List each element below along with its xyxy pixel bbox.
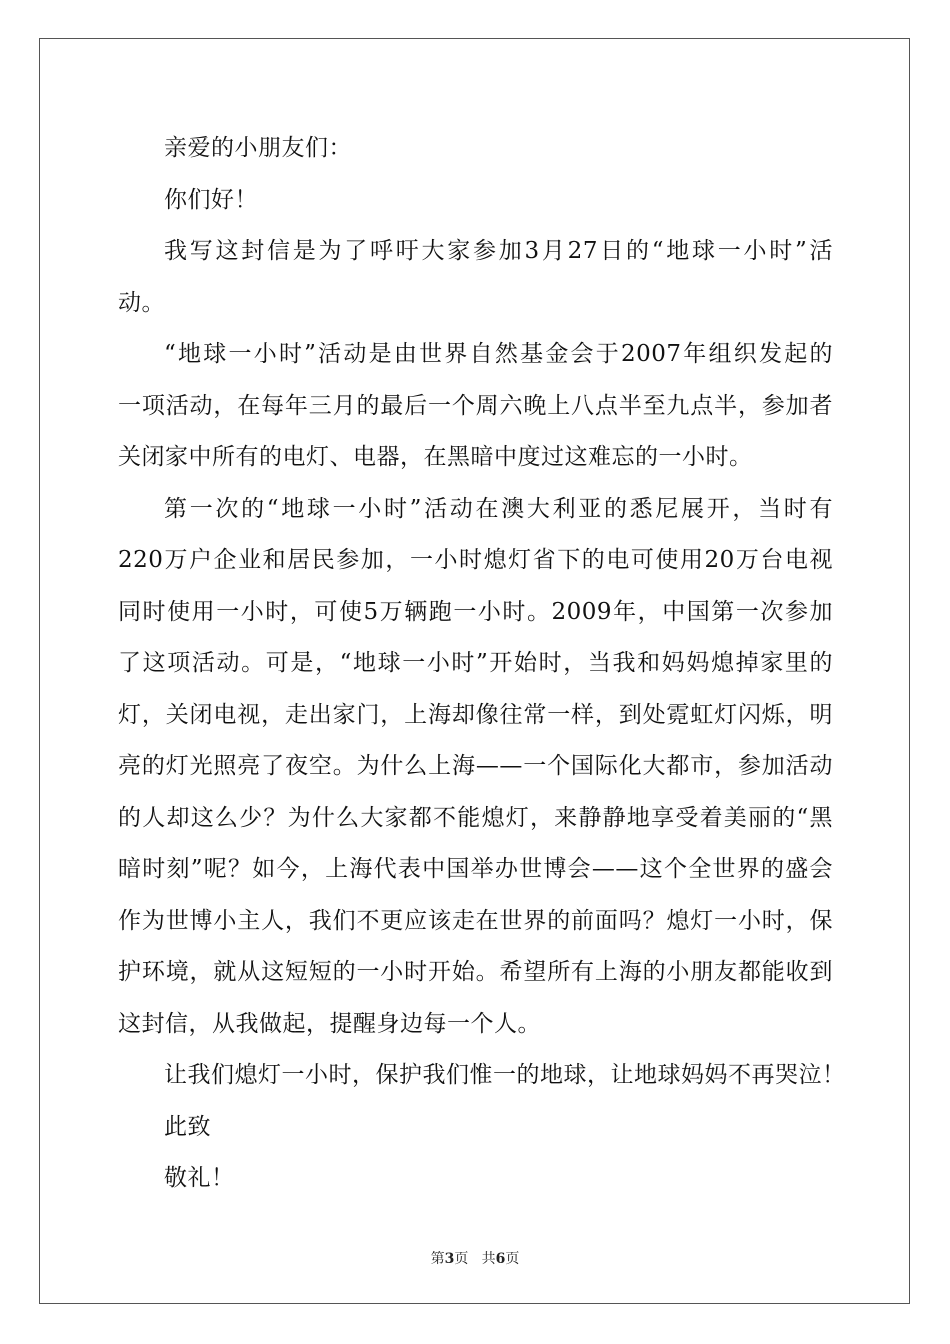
paragraph-4: 让我们熄灯一小时，保护我们惟一的地球，让地球妈妈不再哭泣！ — [164, 1062, 846, 1088]
footer-total-prefix: 共 — [481, 1251, 496, 1267]
paragraph-3-line-1: 第一次的“地球一小时”活动在澳大利亚的悉尼展开，当时有 — [164, 495, 833, 522]
paragraph-3-line-11: 这封信，从我做起，提醒身边每一个人。 — [118, 1010, 541, 1037]
paragraph-3-line-7: 的人却这么少？为什么大家都不能熄灯，来静静地享受着美丽的“黑 — [118, 804, 833, 831]
closing-regards: 敬礼！ — [164, 1165, 235, 1191]
paragraph-3-line-2: 220万户企业和居民参加，一小时熄灯省下的电可使用20万台电视 — [118, 547, 833, 573]
letter-greeting: 亲爱的小朋友们： — [164, 135, 352, 161]
closing-salutation: 此致 — [164, 1113, 211, 1140]
footer-current-page: 3 — [444, 1251, 455, 1267]
paragraph-3-line-3: 同时使用一小时，可使5万辆跑一小时。2009年，中国第一次参加 — [118, 598, 833, 625]
paragraph-3-line-5: 灯，关闭电视，走出家门，上海却像往常一样，到处霓虹灯闪烁，明 — [118, 701, 833, 728]
footer-prefix: 第 — [430, 1251, 445, 1267]
page-footer — [0, 1248, 950, 1268]
paragraph-3-line-9: 作为世博小主人，我们不更应该走在世界的前面吗？熄灯一小时，保 — [118, 907, 833, 934]
paragraph-3-line-4: 了这项活动。可是，“地球一小时”开始时，当我和妈妈熄掉家里的 — [118, 650, 833, 676]
footer-total-unit: 页 — [505, 1251, 520, 1267]
paragraph-3-line-8: 暗时刻”呢？如今，上海代表中国举办世博会——这个全世界的盛会 — [118, 856, 833, 882]
footer-page-unit: 页 — [454, 1251, 469, 1267]
paragraph-1-line-2: 动。 — [118, 289, 165, 316]
paragraph-2-line-3: 关闭家中所有的电灯、电器，在黑暗中度过这难忘的一小时。 — [118, 444, 753, 470]
paragraph-3-line-10: 护环境，就从这短短的一小时开始。希望所有上海的小朋友都能收到 — [118, 959, 833, 985]
paragraph-1-line-1: 我写这封信是为了呼吁大家参加3月27日的“地球一小时”活 — [164, 238, 833, 264]
paragraph-2-line-1: “地球一小时”活动是由世界自然基金会于2007年组织发起的 — [164, 341, 833, 367]
letter-body — [118, 128, 846, 1210]
letter-hello: 你们好！ — [164, 186, 258, 213]
footer-total-pages: 6 — [495, 1251, 506, 1267]
paragraph-2-line-2: 一项活动，在每年三月的最后一个周六晚上八点半至九点半，参加者 — [118, 392, 833, 419]
paragraph-3-line-6: 亮的灯光照亮了夜空。为什么上海——一个国际化大都市，参加活动 — [118, 753, 833, 779]
